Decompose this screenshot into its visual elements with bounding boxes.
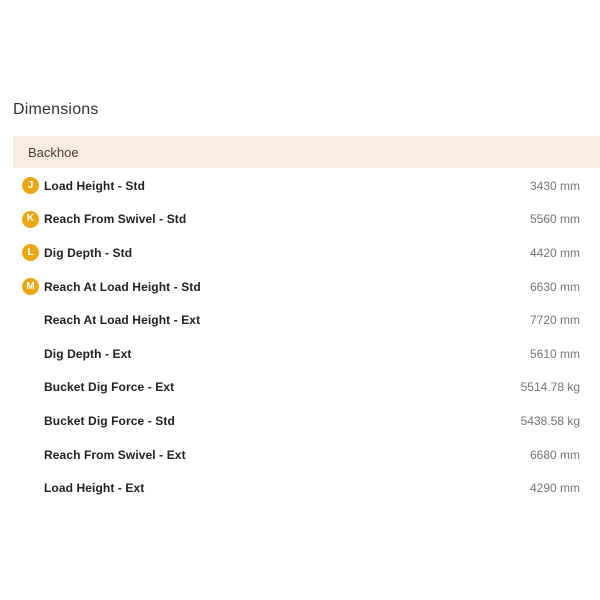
dimension-label: Bucket Dig Force - Ext [44,380,175,395]
section-header-label: Backhoe [28,144,79,160]
section-header-backhoe [13,136,600,168]
dimension-value: 5560 mm [529,212,580,227]
table-row [13,471,600,505]
dimension-label: Reach At Load Height - Std [44,279,201,294]
dimension-label: Dig Depth - Std [44,245,133,260]
dimension-badge: K [22,211,39,228]
dimension-value: 3430 mm [529,178,580,193]
table-row [13,337,600,371]
dimension-label: Load Height - Ext [44,481,145,496]
dimension-label: Load Height - Std [44,178,146,193]
table-row [13,169,600,203]
dimension-badge [22,345,39,362]
dimension-value: 4290 mm [529,481,580,496]
table-row [13,438,600,472]
dimension-badge: J [22,177,39,194]
dimension-label: Reach At Load Height - Ext [44,313,201,328]
dimension-value: 7720 mm [529,313,580,328]
dimension-value: 6630 mm [529,279,580,294]
dimension-value: 5514.78 kg [520,380,580,395]
dimension-badge [22,446,39,463]
dimensions-table [13,169,600,505]
dimension-label: Reach From Swivel - Ext [44,447,186,462]
dimension-badge [22,480,39,497]
table-row [13,236,600,270]
table-row [13,270,600,304]
page-title: Dimensions [13,101,99,118]
dimension-badge [22,312,39,329]
dimension-badge: L [22,244,39,261]
table-row [13,404,600,438]
dimension-label: Reach From Swivel - Std [44,212,187,227]
dimension-badge [22,379,39,396]
dimension-badge [22,412,39,429]
table-row [13,303,600,337]
table-row [13,371,600,405]
dimension-label: Dig Depth - Ext [44,346,132,361]
dimension-value: 5610 mm [529,346,580,361]
dimension-value: 6680 mm [529,447,580,462]
dimension-label: Bucket Dig Force - Std [44,413,175,428]
dimension-badge: M [22,278,39,295]
dimension-value: 4420 mm [529,245,580,260]
table-row [13,203,600,237]
dimension-value: 5438.58 kg [520,413,580,428]
